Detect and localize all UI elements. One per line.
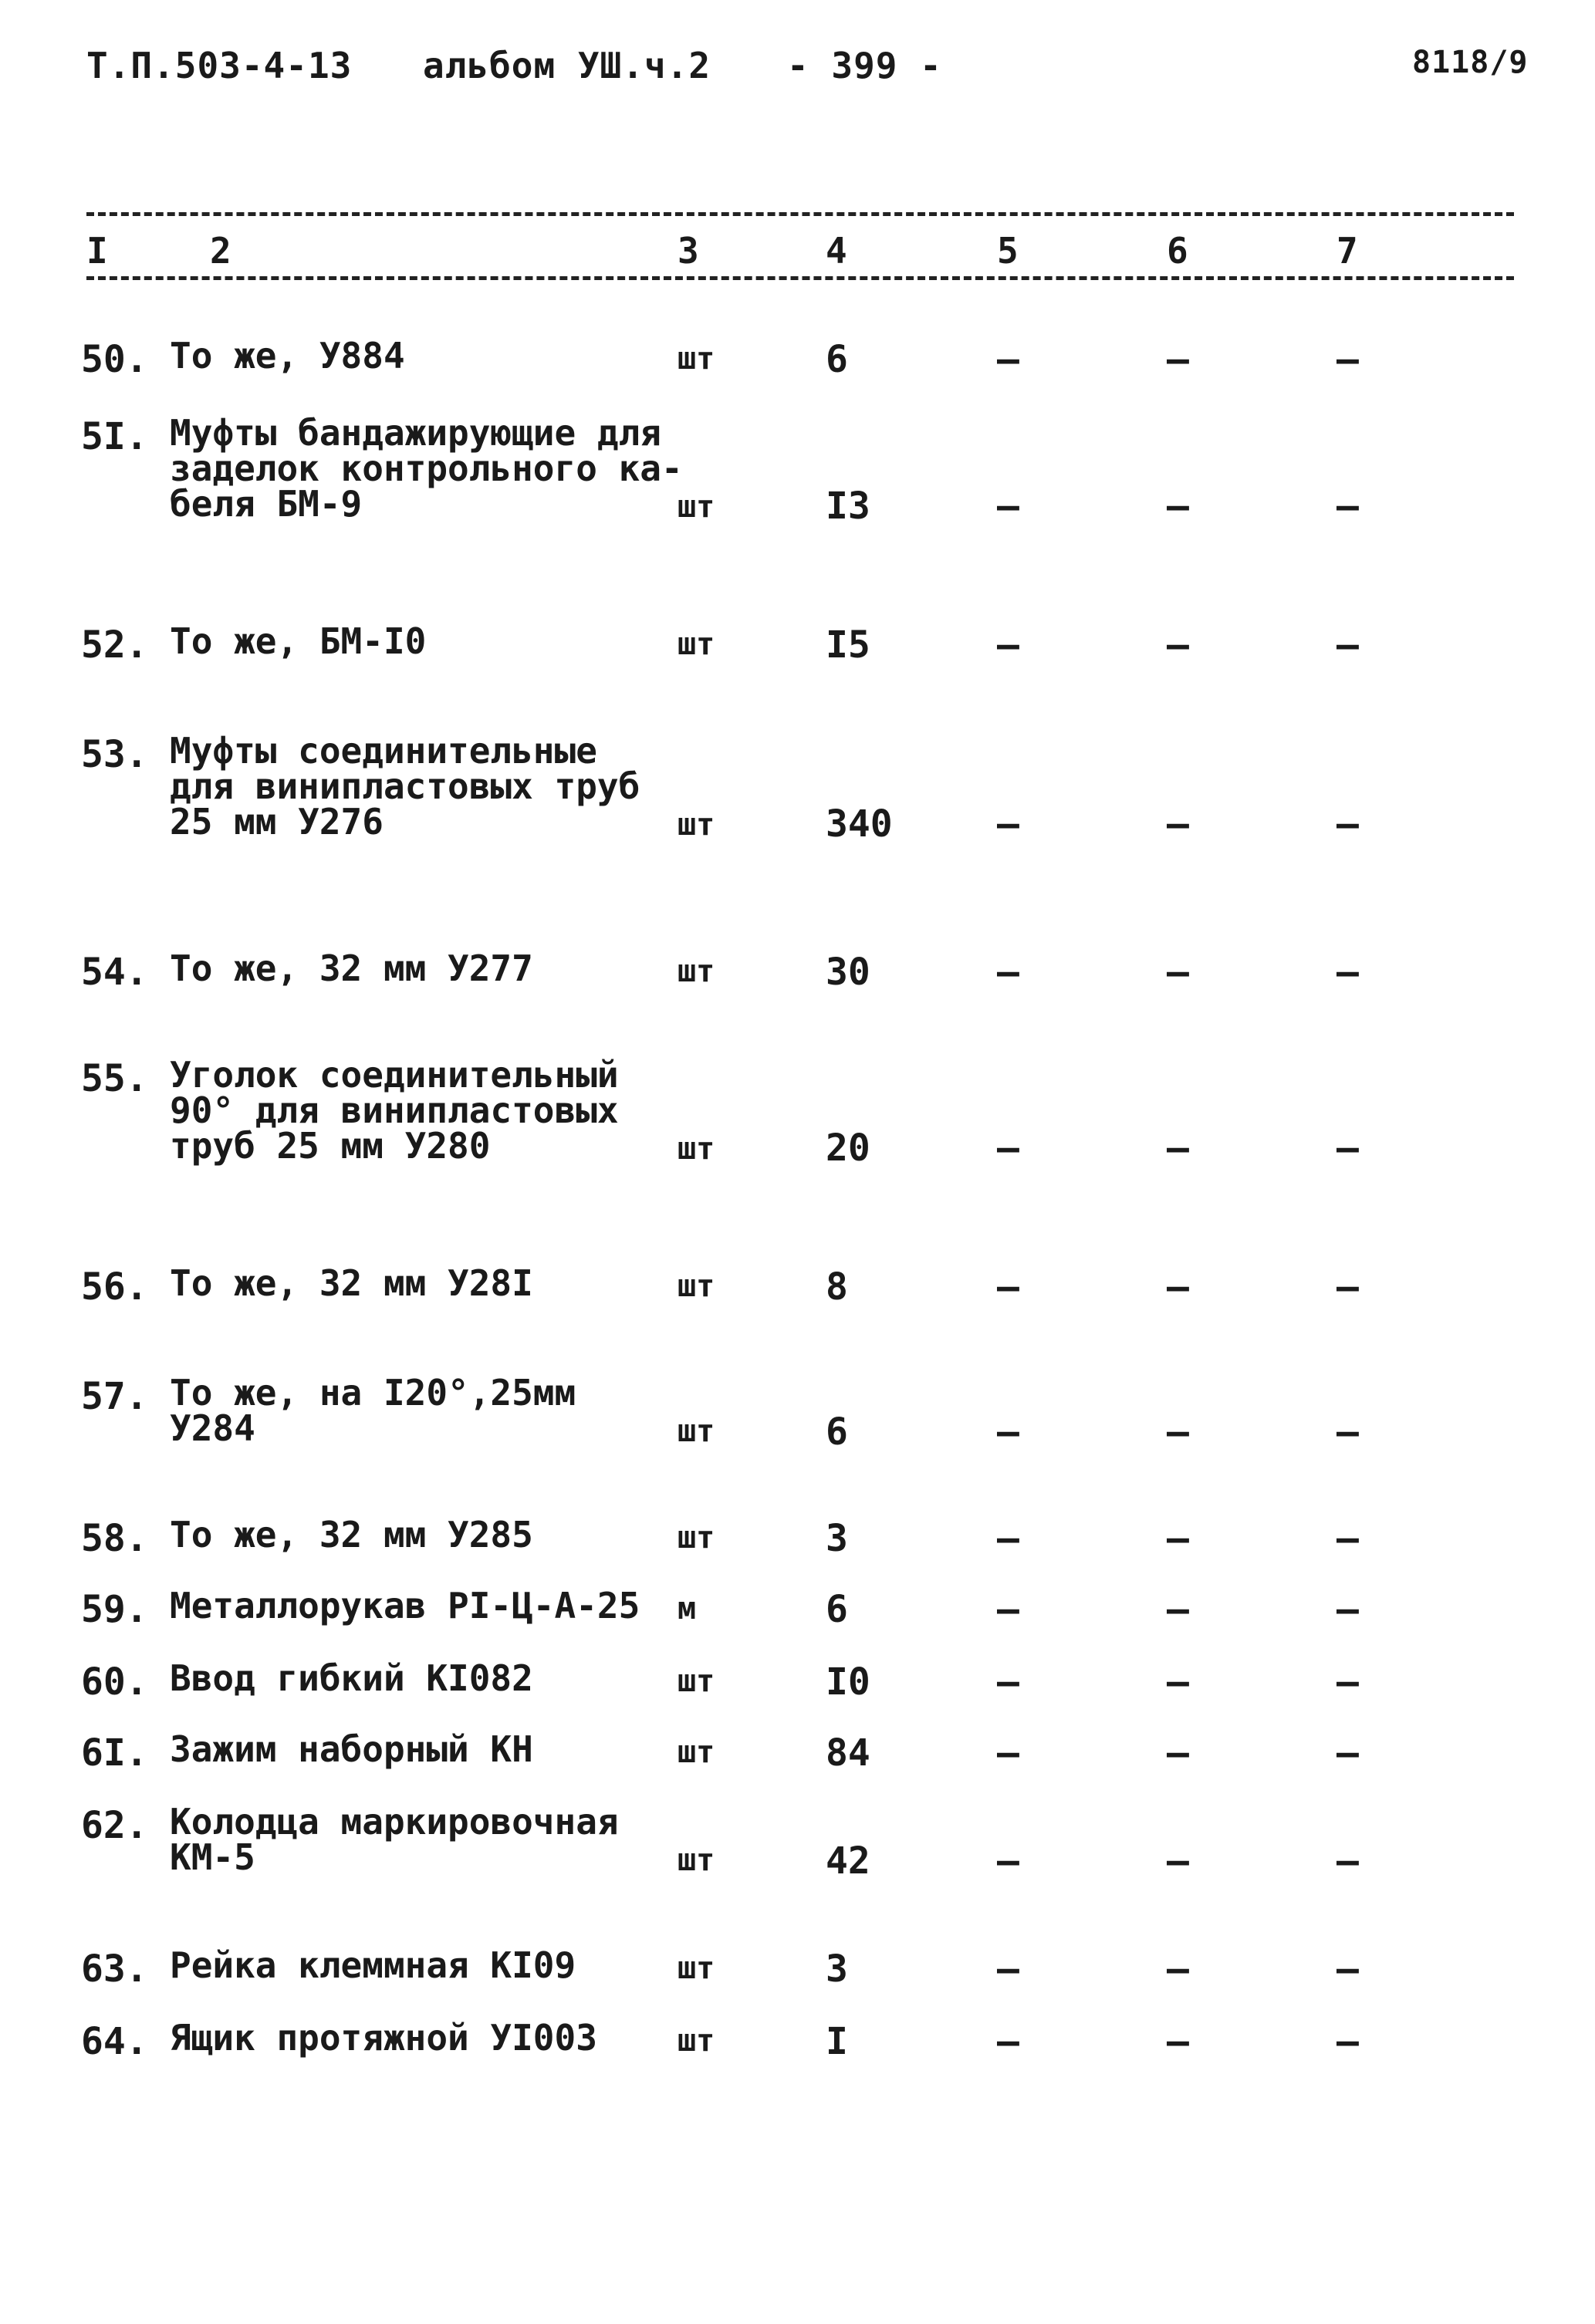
column-7-value: – xyxy=(1336,485,1359,528)
item-unit: шт xyxy=(678,1520,715,1556)
item-number: 54. xyxy=(81,951,148,994)
item-description: То же, на I20°,25мм У284 xyxy=(170,1372,576,1449)
column-6-value: – xyxy=(1167,1731,1189,1775)
column-6-value: – xyxy=(1167,623,1189,667)
column-6-value: – xyxy=(1167,1517,1189,1560)
item-description: То же, БМ-I0 xyxy=(170,620,427,662)
column-7-value: – xyxy=(1336,1660,1359,1704)
column-6-value: – xyxy=(1167,485,1189,528)
item-unit: шт xyxy=(678,341,715,377)
item-quantity: I xyxy=(826,2020,848,2063)
column-number-1: I xyxy=(86,230,108,272)
table-header-rule xyxy=(86,276,1514,280)
item-description: Ящик протяжной УI003 xyxy=(170,2017,597,2059)
item-quantity: 6 xyxy=(826,338,848,381)
column-5-value: – xyxy=(997,338,1019,381)
column-5-value: – xyxy=(997,1947,1019,1991)
column-6-value: – xyxy=(1167,2020,1189,2063)
item-number: 57. xyxy=(81,1375,148,1418)
column-7-value: – xyxy=(1336,1517,1359,1560)
column-6-value: – xyxy=(1167,802,1189,846)
item-unit: шт xyxy=(678,1268,715,1304)
column-number-4: 4 xyxy=(826,230,847,272)
column-5-value: – xyxy=(997,1731,1019,1775)
document-code: Т.П.503-4-13 xyxy=(86,45,353,86)
item-unit: шт xyxy=(678,1664,715,1699)
column-number-7: 7 xyxy=(1336,230,1358,272)
item-description: То же, У884 xyxy=(170,335,405,377)
column-5-value: – xyxy=(997,1410,1019,1454)
item-unit: шт xyxy=(678,1843,715,1878)
column-6-value: – xyxy=(1167,338,1189,381)
item-description: То же, 32 мм У277 xyxy=(170,948,533,989)
column-number-2: 2 xyxy=(210,230,231,272)
item-quantity: 84 xyxy=(826,1731,870,1775)
column-6-value: – xyxy=(1167,1410,1189,1454)
column-7-value: – xyxy=(1336,338,1359,381)
item-quantity: 6 xyxy=(826,1410,848,1454)
item-quantity: 3 xyxy=(826,1517,848,1560)
item-quantity: 8 xyxy=(826,1265,848,1309)
item-quantity: I0 xyxy=(826,1660,870,1704)
column-number-6: 6 xyxy=(1167,230,1188,272)
column-5-value: – xyxy=(997,485,1019,528)
item-quantity: I5 xyxy=(826,623,870,667)
item-description: Колодца маркировочная КМ-5 xyxy=(170,1801,619,1878)
item-description: Зажим наборный КН xyxy=(170,1728,533,1770)
column-number-3: 3 xyxy=(678,230,699,272)
item-number: 64. xyxy=(81,2020,148,2063)
item-number: 5I. xyxy=(81,415,148,458)
album-label: альбом УШ.ч.2 xyxy=(423,45,711,86)
column-5-value: – xyxy=(997,2020,1019,2063)
item-quantity: 20 xyxy=(826,1127,870,1170)
item-unit: шт xyxy=(678,627,715,662)
column-7-value: – xyxy=(1336,1127,1359,1170)
item-number: 60. xyxy=(81,1660,148,1704)
column-6-value: – xyxy=(1167,1588,1189,1631)
item-unit: м xyxy=(678,1591,697,1626)
column-7-value: – xyxy=(1336,1839,1359,1883)
item-description: Металлорукав РI-Ц-А-25 xyxy=(170,1585,640,1626)
item-unit: шт xyxy=(678,1951,715,1986)
item-quantity: 340 xyxy=(826,802,893,846)
column-6-value: – xyxy=(1167,1265,1189,1309)
column-6-value: – xyxy=(1167,1127,1189,1170)
column-7-value: – xyxy=(1336,1731,1359,1775)
item-description: Муфты соединительные для винипластовых труб 25 мм У276 xyxy=(170,730,640,843)
column-7-value: – xyxy=(1336,1410,1359,1454)
item-number: 58. xyxy=(81,1517,148,1560)
table-top-rule xyxy=(86,212,1514,216)
column-6-value: – xyxy=(1167,1660,1189,1704)
column-7-value: – xyxy=(1336,2020,1359,2063)
column-7-value: – xyxy=(1336,1265,1359,1309)
column-number-5: 5 xyxy=(997,230,1019,272)
item-description: Муфты бандажирующие для заделок контрольного ка- беля БМ-9 xyxy=(170,412,683,525)
item-number: 59. xyxy=(81,1588,148,1631)
column-7-value: – xyxy=(1336,1947,1359,1991)
item-unit: шт xyxy=(678,954,715,989)
column-7-value: – xyxy=(1336,951,1359,994)
column-7-value: – xyxy=(1336,623,1359,667)
item-quantity: I3 xyxy=(826,485,870,528)
item-unit: шт xyxy=(678,1735,715,1770)
item-description: Ввод гибкий КI082 xyxy=(170,1657,533,1699)
item-unit: шт xyxy=(678,489,715,525)
item-description: Уголок соединительный 90° для винипластовых труб 25 мм У280 xyxy=(170,1054,619,1167)
item-unit: шт xyxy=(678,1131,715,1167)
column-5-value: – xyxy=(997,802,1019,846)
column-5-value: – xyxy=(997,1265,1019,1309)
item-number: 53. xyxy=(81,733,148,776)
item-unit: шт xyxy=(678,2023,715,2059)
column-5-value: – xyxy=(997,1660,1019,1704)
column-5-value: – xyxy=(997,623,1019,667)
item-quantity: 30 xyxy=(826,951,870,994)
item-description: Рейка клеммная КI09 xyxy=(170,1944,576,1986)
column-5-value: – xyxy=(997,951,1019,994)
item-unit: шт xyxy=(678,1414,715,1449)
page-number: - 399 - xyxy=(787,45,942,86)
item-number: 56. xyxy=(81,1265,148,1309)
item-number: 6I. xyxy=(81,1731,148,1775)
column-7-value: – xyxy=(1336,1588,1359,1631)
item-number: 52. xyxy=(81,623,148,667)
item-unit: шт xyxy=(678,807,715,843)
column-6-value: – xyxy=(1167,1947,1189,1991)
column-7-value: – xyxy=(1336,802,1359,846)
column-6-value: – xyxy=(1167,1839,1189,1883)
item-description: То же, 32 мм У285 xyxy=(170,1514,533,1556)
column-5-value: – xyxy=(997,1839,1019,1883)
item-quantity: 6 xyxy=(826,1588,848,1631)
item-number: 50. xyxy=(81,338,148,381)
column-6-value: – xyxy=(1167,951,1189,994)
item-number: 55. xyxy=(81,1057,148,1100)
sheet-number: 8118/9 xyxy=(1412,45,1529,80)
column-5-value: – xyxy=(997,1127,1019,1170)
item-quantity: 42 xyxy=(826,1839,870,1883)
item-number: 63. xyxy=(81,1947,148,1991)
item-description: То же, 32 мм У28I xyxy=(170,1262,533,1304)
column-5-value: – xyxy=(997,1588,1019,1631)
item-quantity: 3 xyxy=(826,1947,848,1991)
column-5-value: – xyxy=(997,1517,1019,1560)
item-number: 62. xyxy=(81,1804,148,1847)
